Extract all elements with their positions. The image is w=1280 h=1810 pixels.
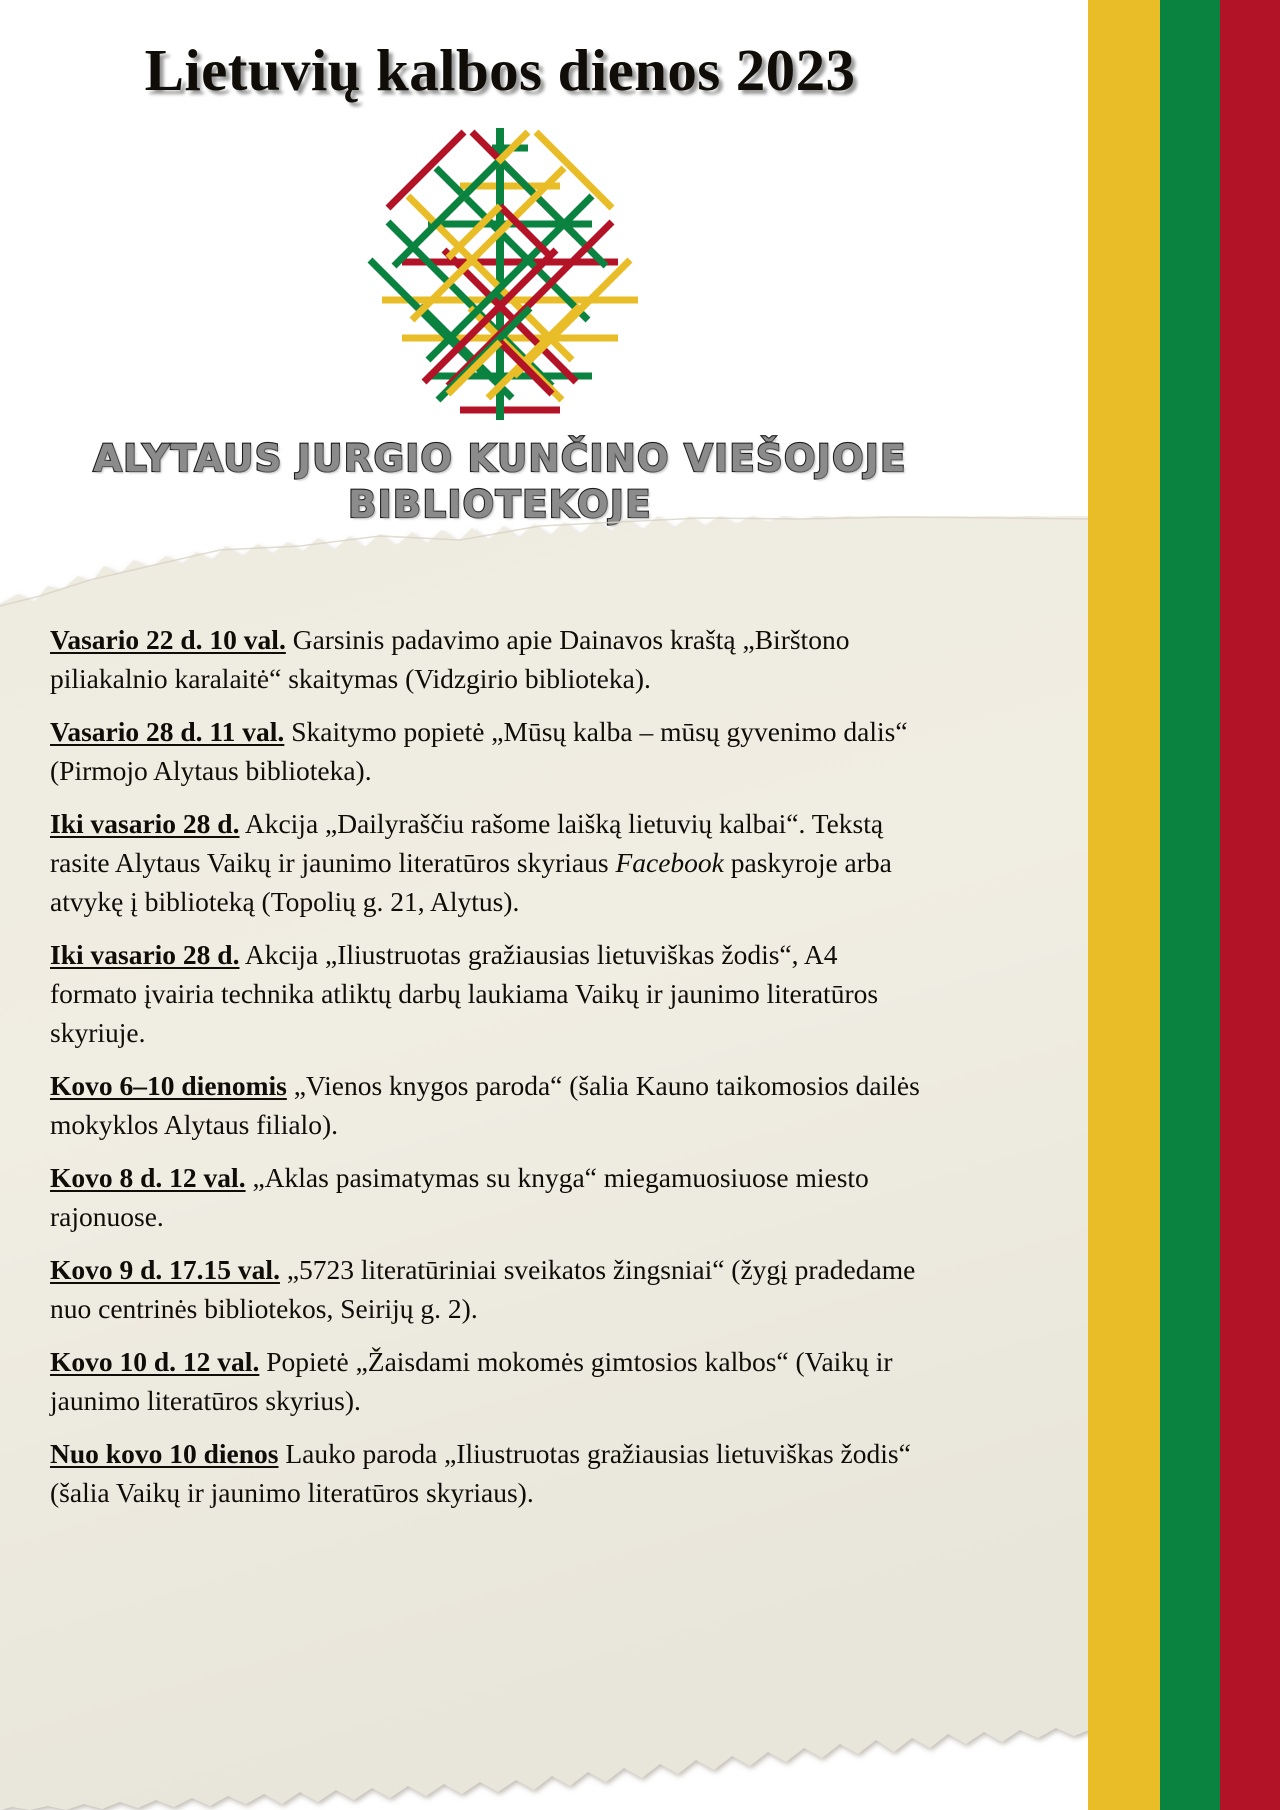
events-list [50, 620, 930, 1526]
event-entry [50, 712, 930, 790]
event-entry [50, 1434, 930, 1512]
event-date-lead: Iki vasario 28 d. [50, 808, 240, 839]
event-description: Akcija „Dailyraščiu rašome laišką lietuvių kalbai“. Tekstą rasite Alytaus Vaikų ir jaunimo literatūros skyriaus [50, 808, 884, 878]
page-title: Lietuvių kalbos dienos 2023 [144, 37, 856, 103]
poster-header [0, 0, 1090, 560]
torn-paper-sheet [0, 516, 1094, 1810]
event-date-lead: Iki vasario 28 d. [50, 939, 240, 970]
subtitle-line-1: ALYTAUS JURGIO KUNČINO VIEŠOJOJE [93, 437, 907, 480]
event-description: Akcija „Iliustruotas gražiausias lietuviškas žodis“, A4 formato įvairia technika atliktų darbų laukiama Vaikų ir jaunimo literatūros skyriuje. [50, 939, 879, 1048]
event-entry [50, 804, 930, 921]
subtitle-line-2: BIBLIOTEKOJE [348, 483, 652, 526]
event-date-lead: Kovo 9 d. 17.15 val. [50, 1254, 280, 1285]
flag-stripe-yellow [1088, 0, 1160, 1810]
event-description: Popietė „Žaisdami mokomės gimtosios kalbos“ (Vaikų ir jaunimo literatūros skyrius). [50, 1346, 893, 1416]
event-entry [50, 1342, 930, 1420]
event-date-lead: Kovo 10 d. 12 val. [50, 1346, 260, 1377]
event-entry [50, 1066, 930, 1144]
event-date-lead: Nuo kovo 10 dienos [50, 1438, 279, 1469]
flag-stripe-green [1160, 0, 1220, 1810]
event-description: „5723 literatūriniai sveikatos žingsniai“ (žygį pradedame nuo centrinės bibliotekos, Seirijų g. 2). [50, 1254, 916, 1324]
event-description-cont: paskyroje arba atvykę į biblioteką (Topolių g. 21, Alytus). [50, 847, 892, 917]
flag-stripe-red [1220, 0, 1280, 1810]
event-entry [50, 620, 930, 698]
poster-subtitle [0, 436, 1000, 528]
event-entry [50, 1158, 930, 1236]
event-date-lead: Vasario 28 d. 11 val. [50, 716, 285, 747]
event-description: Lauko paroda „Iliustruotas gražiausias lietuviškas žodis“ (šalia Vaikų ir jaunimo literatūros skyriaus). [50, 1438, 911, 1508]
lithuanian-flag-stripes [1088, 0, 1280, 1810]
event-date-lead: Vasario 22 d. 10 val. [50, 624, 286, 655]
event-description: „Aklas pasimatymas su knyga“ miegamuosiuose miesto rajonuose. [50, 1162, 869, 1232]
event-description: „Vienos knygos paroda“ (šalia Kauno taikomosios dailės mokyklos Alytaus filialo). [50, 1070, 920, 1140]
event-date-lead: Kovo 6–10 dienomis [50, 1070, 287, 1101]
event-entry [50, 1250, 930, 1328]
event-date-lead: Kovo 8 d. 12 val. [50, 1162, 246, 1193]
event-entry [50, 935, 930, 1052]
event-italic-term: Facebook [615, 847, 724, 878]
event-description: Skaitymo popietė „Mūsų kalba – mūsų gyvenimo dalis“ (Pirmojo Alytaus biblioteka). [50, 716, 908, 786]
event-description: Garsinis padavimo apie Dainavos kraštą „Birštono piliakalnio karalaitė“ skaitymas (Vidzgirio biblioteka). [50, 624, 850, 694]
lithuanian-ornament-icon [340, 110, 660, 420]
